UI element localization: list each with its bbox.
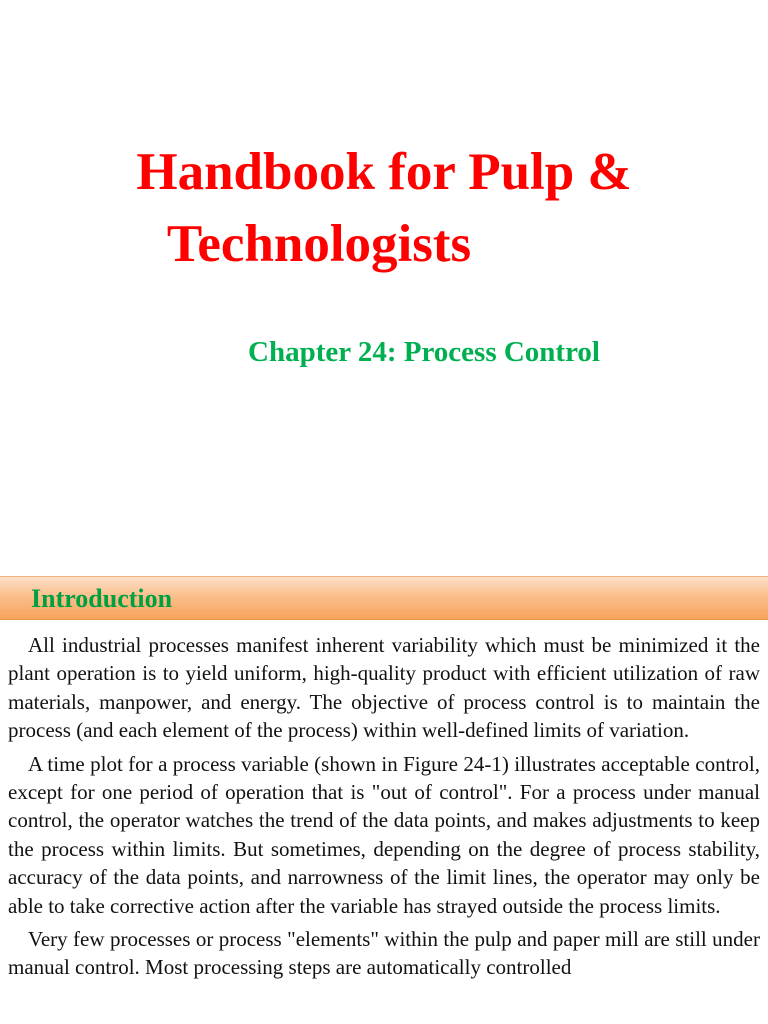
chapter-subtitle: Chapter 24: Process Control — [248, 336, 600, 368]
section-header-bar — [0, 576, 768, 620]
body-text — [8, 631, 760, 987]
document-title-line-2: Technologists — [166, 215, 472, 273]
section-title: Introduction — [31, 584, 173, 613]
document-title — [0, 136, 768, 280]
paragraph-1: All industrial processes manifest inherent variability which must be minimized it the plant operation is to yield uniform, high-quality product with efficient utilization of raw materials, manpower, and energy. The objective of process control is to maintain the process (and each element of the process) within well-defined limits of variation. — [8, 633, 760, 743]
paragraph-3: Very few processes or process "elements" within the pulp and paper mill are still under manual control. Most processing steps are automatically controlled — [8, 927, 760, 980]
paragraph-2: A time plot for a process variable (shown in Figure 24-1) illustrates acceptable control, except for one period of operation that is "out of control". For a process under manual control, the operator watches the trend of the data points, and makes adjustments to keep the process within limits. But sometimes, depending on the degree of process stability, accuracy of the data points, and narrowness of the limit lines, the operator may only be able to take corrective action after the variable has strayed outside the process limits. — [8, 751, 760, 918]
document-title-line-1: Handbook for Pulp & — [136, 143, 632, 201]
